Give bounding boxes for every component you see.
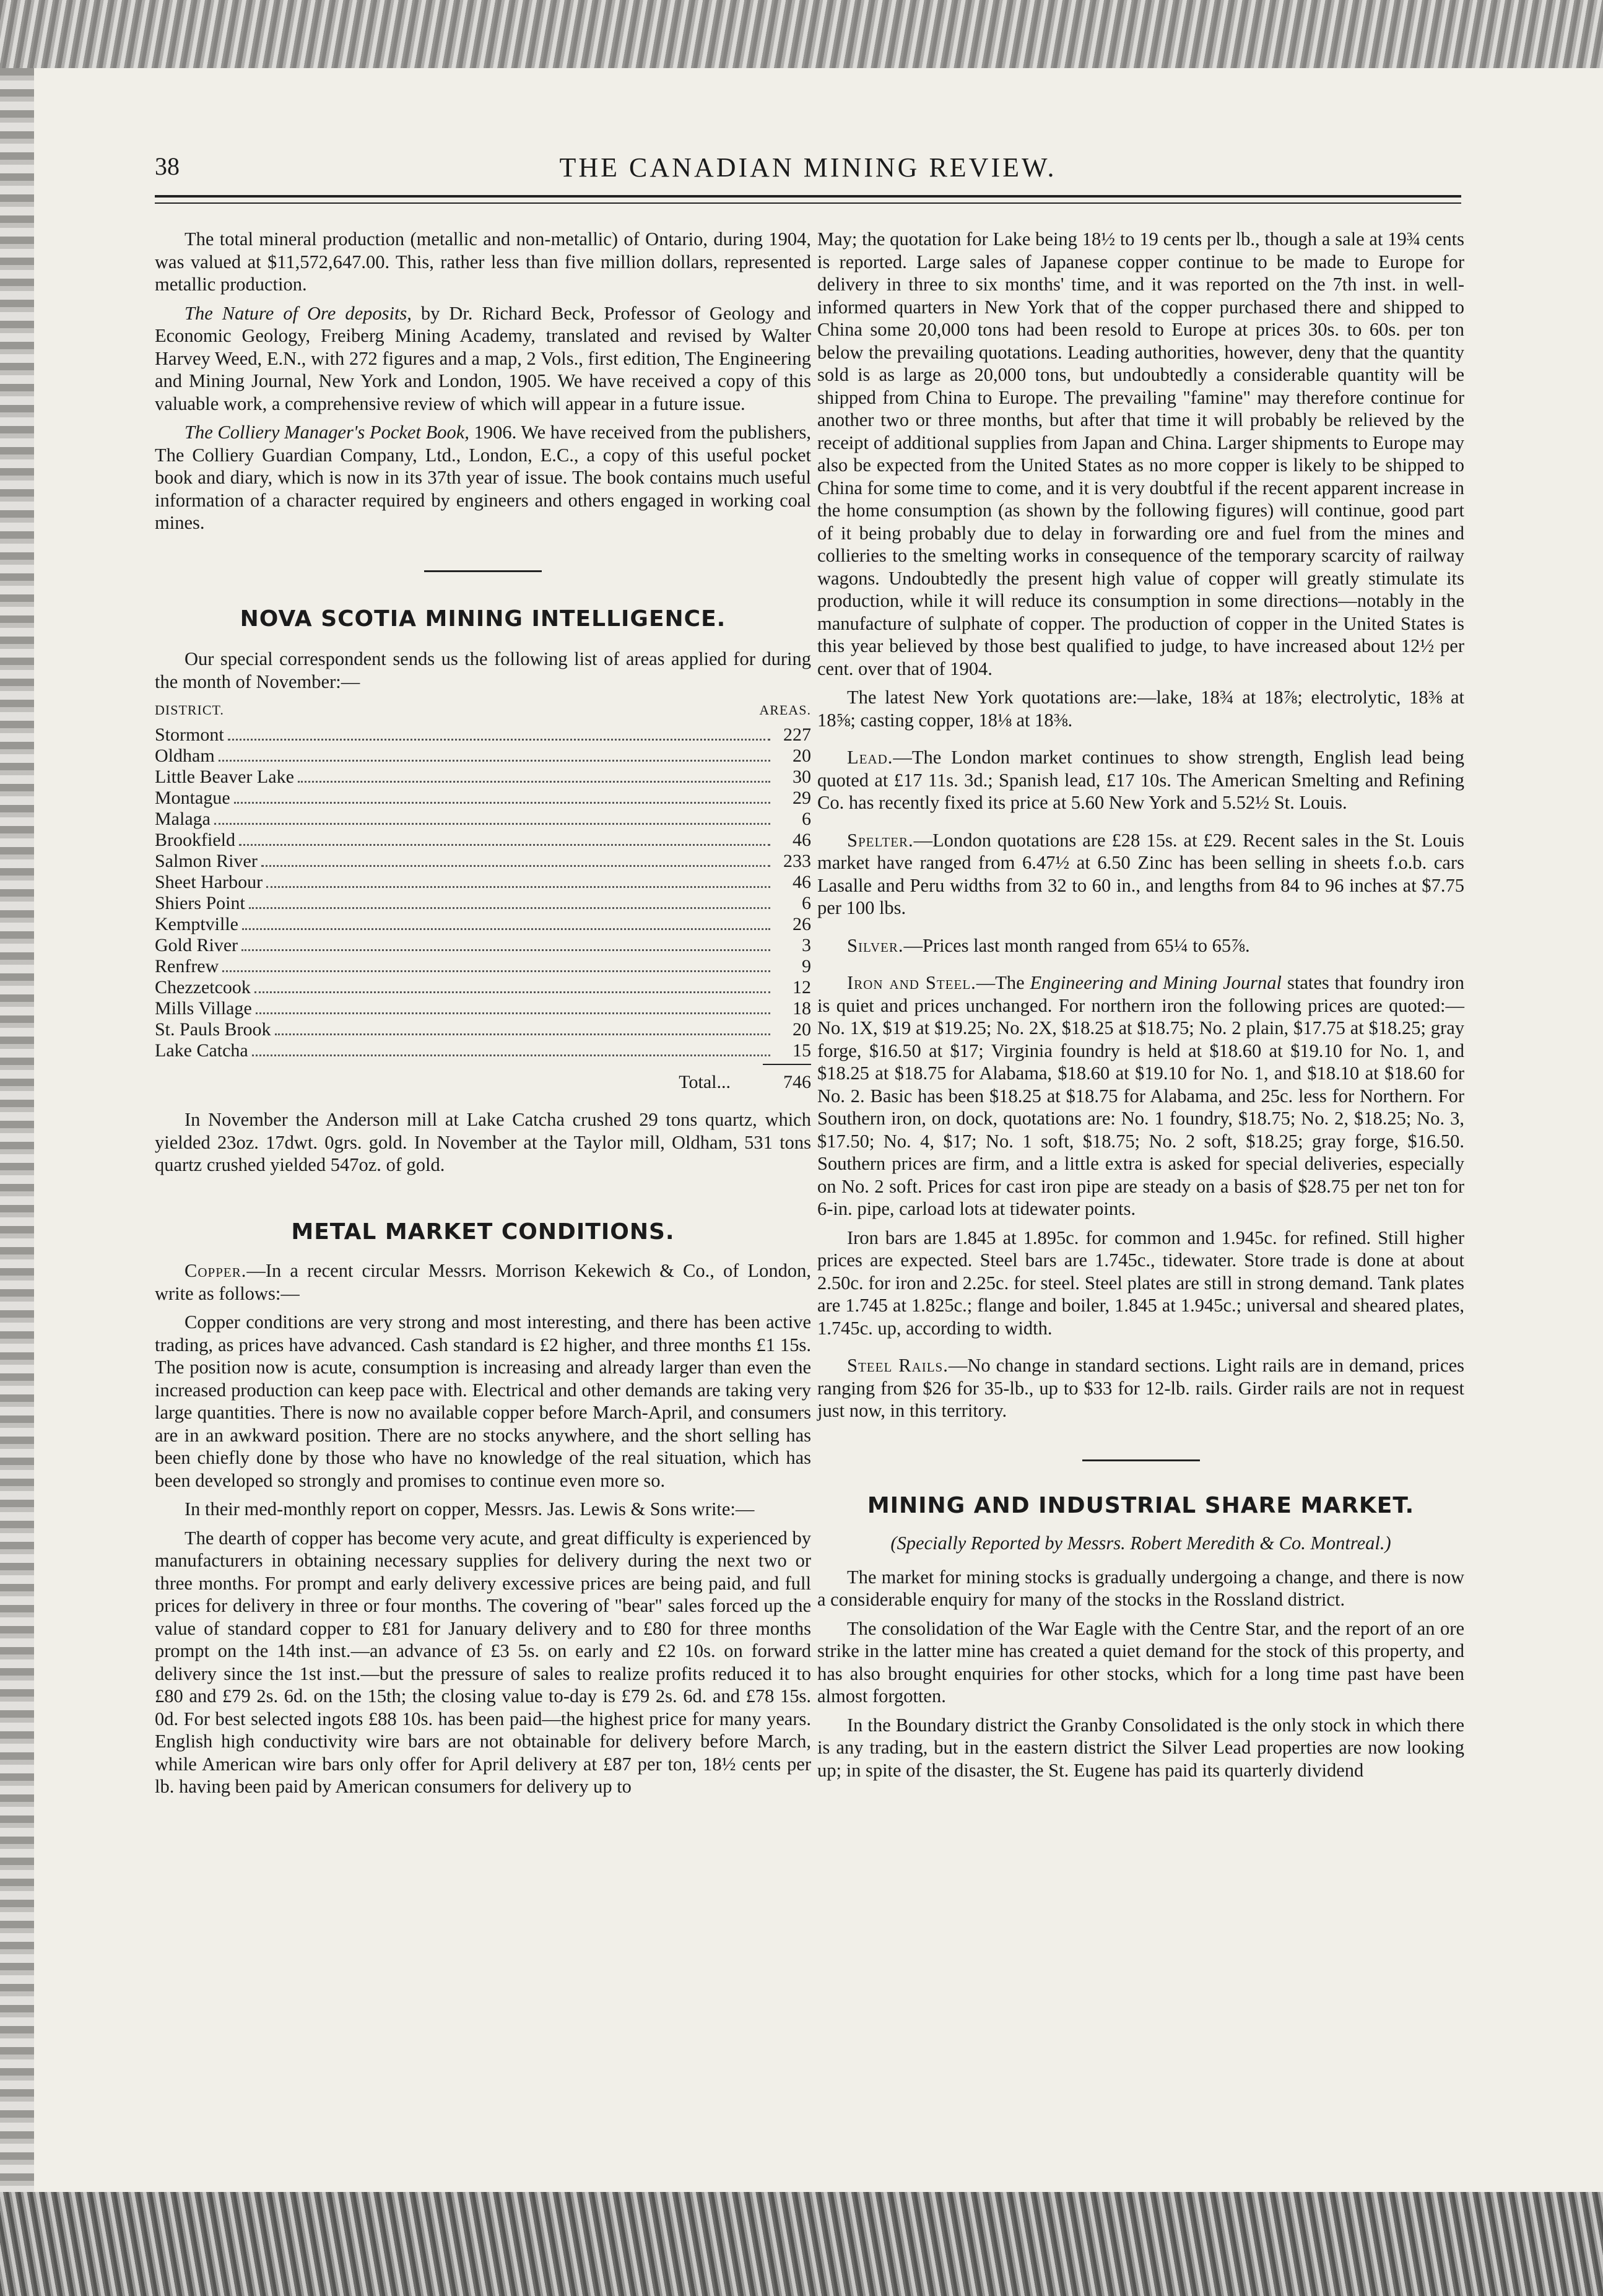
district-name: Lake Catcha (155, 1040, 248, 1061)
share-market-heading: MINING AND INDUSTRIAL SHARE MARKET. (867, 1492, 1415, 1518)
lead-paragraph (817, 746, 1464, 814)
colliery-text: 1906. We have received from the publishers, The Colliery Guardian Company, Ltd., London, E.C., a copy of this useful pocket book and diary, which is now in its 37th year of issue. The book contains much useful information of a character required by engineers and others engaged in working coal mines. (155, 422, 811, 533)
iron-steel-dash: —The (976, 972, 1030, 993)
district-areas: 20 (793, 745, 811, 766)
copper-continued: May; the quotation for Lake being 18½ to 19 cents per lb., though a sale at 19¾ cents is reported. Large sales of Japanese copper continue to be made to Europe for delivery in three to six months' time, and it was reported on the 7th inst. in well-informed quarters in New York that of the copper purchased there and shipped to China some 20,000 tons had been resold to Europe at prices 30s. to 60s. per ton below the prevailing quotations. Leading authorities, however, deny that the quantity sold is as large as 20,000 tons, but undoubtedly a considerable quantity will be shipped from China to Europe. The prevailing "famine" may therefore continue for another two or three months, but after that time it will probably be relieved by the receipt of additional supplies from Japan and China. Larger shipments to Europe may also be expected from the United States as no more copper is likely to be shipped to China for some time to come, and it is very doubtful if the recent apparent increase in the home consumption (as shown by the following figures) will continue, good part of it being probably due to delay in forwarding ore and fuel from the mines and collieries to the smelting works in consequence of the temporary scarcity of railway wagons. Undoubtedly the present high value of copper will greatly stimulate its production, while it will reduce its consumption in some directions—notably in the manufacture of sulphate of copper. The production of copper in the United States is this year believed by those best qualified to judge, to have increased about 12½ per cent. over that of 1904. (817, 228, 1464, 679)
copper-quote-1: Copper conditions are very strong and most interesting, and there has been active trading, as prices have advanced. Cash standard is £2 higher, and three months £1 15s. The position now is acute, consumption is increasing and already larger than even the increased production can keep pace with. Electrical and other demands are taking very large quantities. There is now no available copper before March-April, and consumers are in an awkward position. There are no stocks anywhere, and the short selling has been chiefly done by those who have no knowledge of the real situation, which has been developed so strongly and promises to continue even more so. (155, 1311, 811, 1491)
colliery-title: The Colliery Manager's Pocket Book, (185, 422, 469, 443)
share-paragraph-3: In the Boundary district the Granby Consolidated is the only stock in which there is any trading, but in the eastern district the Silver Lead properties are now looking up; in spite of the disaster, the St. Eugene has paid its quarterly dividend (817, 1714, 1464, 1781)
scan-edge-bottom (0, 2192, 1603, 2296)
district-areas: 15 (793, 1040, 811, 1061)
district-areas: 3 (802, 934, 811, 955)
steel-rails-label: Steel Rails. (847, 1355, 949, 1376)
journal-title: THE CANADIAN MINING REVIEW. (559, 152, 1057, 183)
journal-name: Engineering and Mining Journal (1030, 972, 1282, 993)
copper-lead: Copper. (185, 1260, 247, 1281)
district-total-row (155, 1071, 811, 1094)
colliery-review (155, 421, 811, 534)
district-name: Kemptville (155, 913, 238, 934)
leader-dots (256, 1012, 770, 1014)
lead-label: Lead. (847, 747, 893, 768)
district-row (155, 851, 811, 872)
leader-dots (222, 970, 770, 972)
leader-dots (261, 865, 770, 867)
iron-steel-paragraph (817, 972, 1464, 1220)
district-areas: 18 (793, 998, 811, 1019)
district-row (155, 977, 811, 998)
copper-intro (155, 1259, 811, 1305)
district-areas: 6 (802, 892, 811, 913)
leader-dots (242, 928, 770, 930)
district-areas: 26 (793, 913, 811, 934)
new-york-quotations: The latest New York quotations are:—lake, 18¾ at 18⅞; electrolytic, 18⅜ at 18⅝; casting copper, 18⅛ at 18⅜. (817, 687, 1464, 731)
leader-dots (234, 802, 770, 804)
district-row (155, 746, 811, 767)
district-row (155, 1019, 811, 1040)
district-row (155, 935, 811, 956)
district-name: Sheet Harbour (155, 871, 263, 892)
total-rule (763, 1064, 811, 1065)
ontario-paragraph: The total mineral production (metallic and non-metallic) of Ontario, during 1904, was valued at $11,572,647.00. This, rather less than five million dollars, represented metallic production. (155, 228, 811, 295)
ore-deposits-review (155, 302, 811, 415)
district-table-header (155, 699, 811, 722)
district-areas: 12 (793, 976, 811, 998)
leader-dots (241, 949, 770, 951)
district-name: Montague (155, 787, 230, 808)
leader-dots (249, 907, 770, 909)
district-areas: 233 (783, 850, 811, 871)
iron-bars-paragraph: Iron bars are 1.845 at 1.895c. for common and 1.945c. for refined. Still higher prices are expected. Steel bars are 1.745c., tidewater. Store trade is done at about 2.50c. for iron and 2.25c. for steel. Steel plates are still in strong demand. Tank plates are 1.745 at 1.825c.; flange and boiler, 1.845 at 1.945c.; universal and sheared plates, 1.745c. up, according to width. (817, 1227, 1464, 1339)
district-areas: 6 (802, 808, 811, 829)
nova-scotia-mills-paragraph: In November the Anderson mill at Lake Catcha crushed 29 tons quartz, which yielded 23oz. 17dwt. 0grs. gold. In November at the Taylor mill, Oldham, 531 tons quartz crushed yielded 547oz. of gold. (155, 1109, 811, 1175)
page-header (155, 152, 1461, 195)
metal-market-heading: METAL MARKET CONDITIONS. (291, 1219, 675, 1245)
areas-column-label: AREAS. (759, 702, 811, 718)
spelter-paragraph (817, 829, 1464, 920)
iron-steel-label: Iron and Steel. (847, 972, 976, 993)
total-value: 746 (783, 1071, 811, 1092)
district-areas: 9 (802, 955, 811, 976)
district-name: Shiers Point (155, 892, 245, 913)
district-areas: 30 (793, 766, 811, 787)
district-row (155, 767, 811, 788)
steel-rails-paragraph (817, 1354, 1464, 1422)
district-name: Brookfield (155, 829, 235, 850)
district-name: Stormont (155, 724, 224, 745)
header-rule (155, 195, 1461, 204)
leader-dots (228, 739, 770, 741)
nova-scotia-heading: NOVA SCOTIA MINING INTELLIGENCE. (240, 606, 726, 632)
district-areas: 46 (793, 871, 811, 892)
iron-steel-text: states that foundry iron is quiet and prices unchanged. For northern iron the following prices are quoted:—No. 1X, $19 at $19.25; No. 2X, $18.25 at $18.75; No. 2 plain, $17.75 at $18.25; gray forge, $16.50 at $17; Virginia foundry is held at $18.60 at $19.10 for No. 1, and $18.25 at $18.75 for Alabama, $18.60 at $19.10 for No. 1, and $18.10 at $18.60 for No. 2. Basic has been $18.25 at $18.75 for Alabama, and 25c. less for Northern. For Southern iron, on dock, quotations are: No. 1 foundry, $18.75; No. 2, $18.25; No. 3, $17.50; No. 4, $17; No. 1 soft, $18.75; No. 2 soft, $18.25; gray forge, $16.50. Southern prices are firm, and a little extra is asked for special deliveries, especially on No. 2 soft. Prices for cast iron pipe are steady on a basis of $28.75 per net ton for 6-in. pipe, carload lots at tidewater points. (817, 972, 1465, 1219)
district-row (155, 956, 811, 977)
spelter-label: Spelter. (847, 829, 914, 851)
district-name: Mills Village (155, 998, 252, 1019)
leader-dots (298, 781, 770, 783)
district-column-label: DISTRICT. (155, 702, 224, 718)
district-areas: 46 (793, 829, 811, 850)
district-name: St. Pauls Brook (155, 1019, 271, 1040)
spelter-text: —London quotations are £28 15s. at £29. Recent sales in the St. Louis market have ranged from 6.47½ at 6.50 Zinc has been selling in sheets f.o.b. cars Lasalle and Peru widths from 32 to 60 in., and lengths from 84 to 96 inches at $7.75 per 100 lbs. (817, 829, 1464, 918)
steel-rails-text: —No change in standard sections. Light rails are in demand, prices ranging from $26 for 35-lb., up to $33 for 12-lb. rails. Girder rails are not in request just now, in this territory. (817, 1355, 1464, 1421)
silver-paragraph (817, 934, 1464, 957)
leader-dots (239, 844, 770, 846)
share-paragraph-2: The consolidation of the War Eagle with the Centre Star, and the report of an ore strike in the latter mine has created a quiet demand for the stock of this property, and has also brought enquiries for other stocks, which for a long time past have been almost forgotten. (817, 1617, 1464, 1707)
left-column (155, 228, 811, 1804)
copper-intro-text: —In a recent circular Messrs. Morrison Kekewich & Co., of London, write as follows:— (155, 1260, 811, 1304)
district-row (155, 788, 811, 809)
leader-dots (275, 1033, 770, 1035)
share-paragraph-1: The market for mining stocks is gradually undergoing a change, and there is now a considerable enquiry for many of the stocks in the Rossland district. (817, 1566, 1464, 1610)
district-name: Oldham (155, 745, 215, 766)
district-table (155, 724, 811, 1061)
district-row (155, 724, 811, 746)
district-row (155, 1040, 811, 1061)
leader-dots (214, 823, 770, 825)
right-column (817, 228, 1464, 1788)
ore-deposits-title: The Nature of Ore deposits, (185, 302, 412, 324)
share-market-credit: (Specially Reported by Messrs. Robert Meredith & Co. Montreal.) (890, 1533, 1391, 1554)
district-row (155, 872, 811, 893)
silver-label: Silver. (847, 934, 904, 956)
leader-dots (219, 760, 770, 762)
page-number: 38 (155, 152, 180, 180)
district-name: Gold River (155, 934, 238, 955)
district-row (155, 830, 811, 851)
nova-scotia-intro: Our special correspondent sends us the following list of areas applied for during the month of November:— (155, 648, 811, 692)
district-name: Salmon River (155, 850, 258, 871)
district-name: Little Beaver Lake (155, 766, 294, 787)
silver-text: —Prices last month ranged from 65¼ to 65⅞. (903, 934, 1250, 956)
leader-dots (266, 886, 770, 888)
copper-quote-2: The dearth of copper has become very acute, and great difficulty is experienced by manufacturers in obtaining necessary supplies for delivery during the next two or three months. For prompt and early delivery excessive prices are being paid, and full prices for delivery in three or four months. The covering of "bear" sales forced up the value of standard copper to £81 for January delivery and to £80 for three months prompt on the 14th inst.—an advance of £3 5s. on early and £2 10s. on forward delivery since the 1st inst.—but the pressure of sales to realize profits reduced it to £80 and £79 2s. 6d. on the 15th; the closing value to-day is £79 2s. 6d. and £78 15s. 0d. For best selected ingots £88 10s. has been paid—the highest price for many years. English high conductivity wire bars are not obtainable for delivery before March, while American wire bars only offer for April delivery at £87 per ton, 18½ cents per lb. having been paid by American consumers for delivery up to (155, 1527, 811, 1797)
district-areas: 29 (793, 787, 811, 808)
district-row (155, 809, 811, 830)
district-row (155, 998, 811, 1019)
leader-dots (254, 991, 770, 993)
leader-dots (252, 1055, 770, 1056)
ore-deposits-text: by Dr. Richard Beck, Professor of Geology and Economic Geology, Freiberg Mining Academy, translated and revised by Walter Harvey Weed, E.N., with 272 figures and a map, 2 Vols., first edition, The Engineering and Mining Journal, New York and London, 1905. We have received a copy of this valuable work, a comprehensive review of which will appear in a future issue. (155, 302, 811, 414)
scan-edge-left (0, 68, 34, 2192)
district-row (155, 893, 811, 914)
scan-edge-top (0, 0, 1603, 68)
lead-text: —The London market continues to show strength, English lead being quoted at £17 11s. 3d.; Spanish lead, £17 10s. The American Smelting and Refining Co. has recently fixed its price at 5.60 New York and 5.52½ St. Louis. (817, 747, 1464, 813)
district-name: Renfrew (155, 955, 219, 976)
district-row (155, 914, 811, 935)
district-name: Chezzetcook (155, 976, 251, 998)
district-areas: 227 (783, 724, 811, 745)
district-name: Malaga (155, 808, 211, 829)
total-label: Total... (679, 1071, 731, 1092)
district-areas: 20 (793, 1019, 811, 1040)
copper-lewis-intro: In their med-monthly report on copper, Messrs. Jas. Lewis & Sons write:— (185, 1498, 755, 1520)
